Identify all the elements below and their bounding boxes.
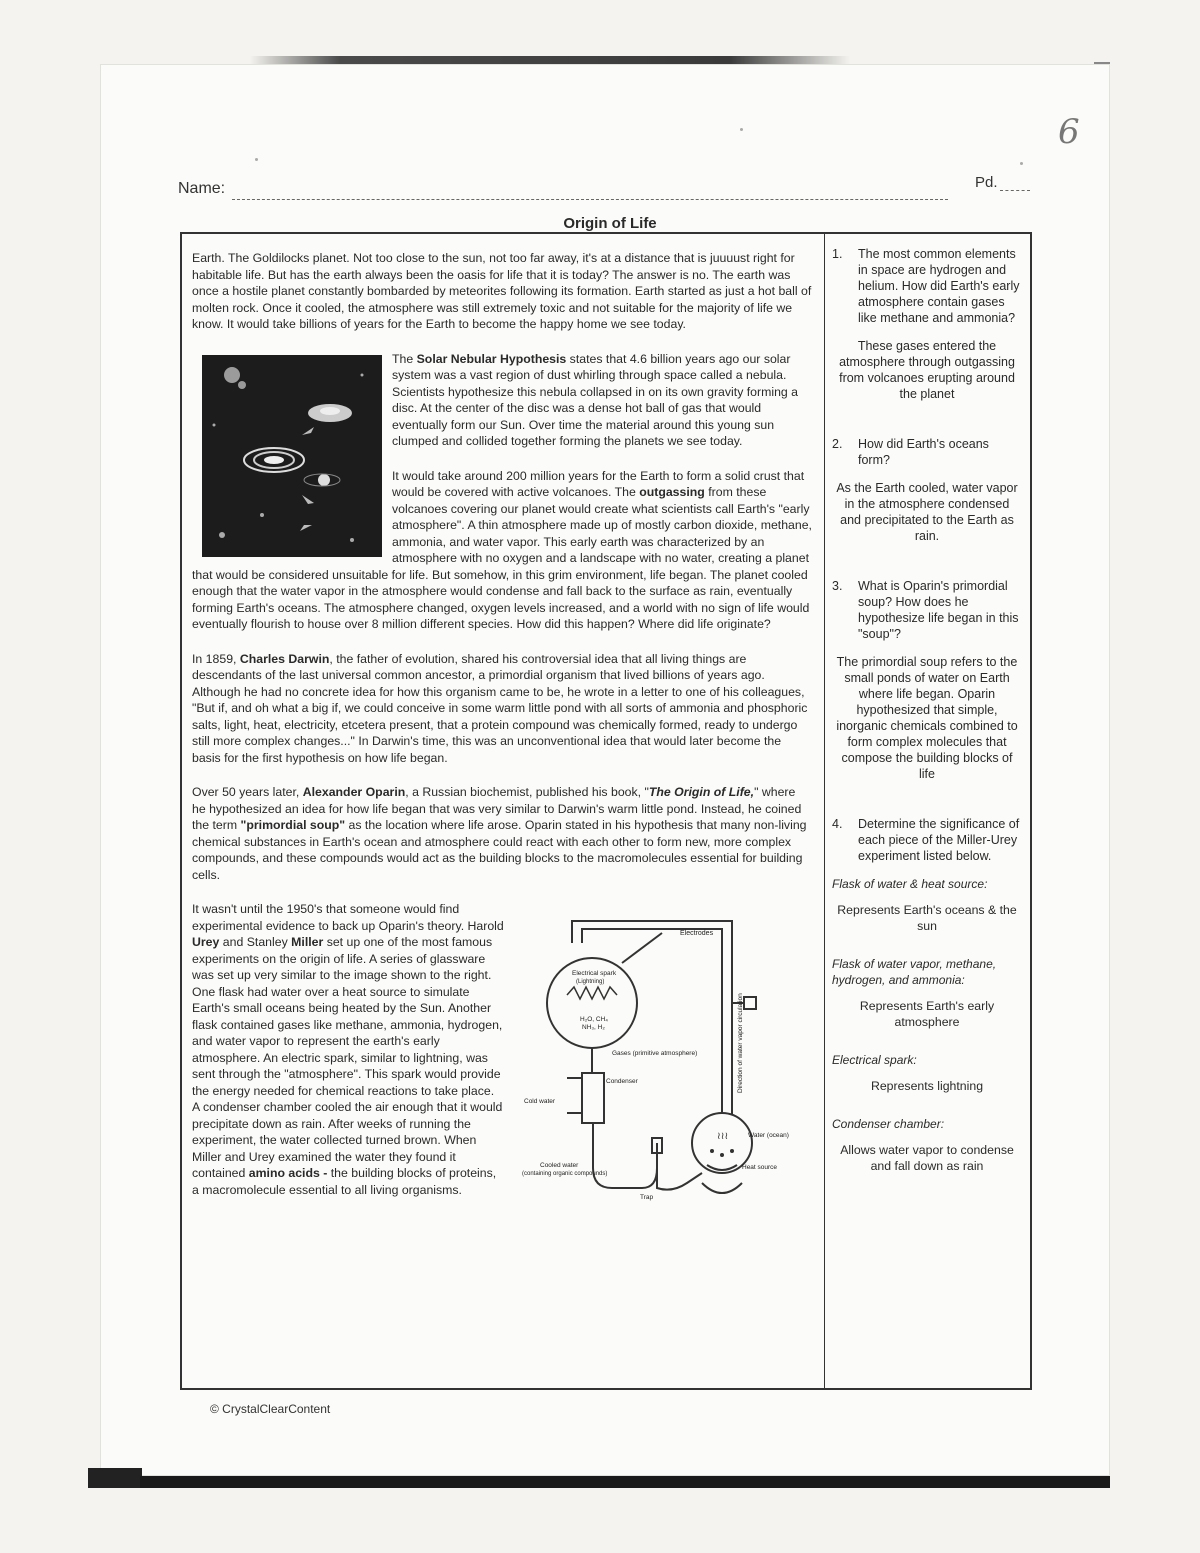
article-column (192, 250, 812, 1216)
name-field[interactable] (232, 199, 948, 200)
nebula-image (202, 355, 382, 557)
answer-1[interactable]: These gases entered the atmosphere through outgassing from volcanoes erupting around the planet (839, 339, 1015, 401)
label-water-ocean: Water (ocean) (748, 1132, 789, 1139)
questions-column (832, 246, 1022, 1196)
label-electrodes: Electrodes (680, 930, 714, 937)
handwritten-mark: 6 (1058, 112, 1080, 152)
question-1 (832, 246, 1022, 326)
nebula-illustration (202, 355, 382, 557)
label-cooled-water: Cooled water (540, 1162, 579, 1169)
term-primordial-soup: "primordial soup" (240, 818, 346, 832)
term-urey: Urey (192, 935, 220, 949)
label-flask-water: Flask of water & heat source: (832, 877, 988, 891)
label-gases: Gases (primitive atmosphere) (612, 1050, 698, 1057)
label-spark: Electrical spark (572, 970, 617, 977)
question-text: What is Oparin's primordial soup? How does he hypothesize life began in this "soup"? (858, 579, 1019, 641)
label-cooled-water-sub: (containing organic compounds) (522, 1171, 608, 1177)
scan-speck (255, 158, 258, 161)
paragraph-outgassing: It would take around 200 million years for the Earth to form a solid crust that would be covered with active volcanoes. The outgassing from these volcanoes covering our planet would create what scientists call Earth's "early atmosphere". A thin atmosphere made up of mostly carbon dioxide, methane, ammonia, and water vapor. This early earth was characterized by an atmosphere with no oxygen and a landscape with no water, creating a planet that would be considered unsuitable for life. But somehow, in this grim environment, life began. The planet cooled enough that the water vapor in the atmosphere would condense and fall back to the surface as rain, eventually forming Earth's oceans. The atmosphere changed, oxygen levels increased, and a world with no sign of life would eventually flourish to house over 8 million different species. How did this happen? Where did life originate? (192, 468, 812, 631)
answer-4-flask-water[interactable]: Represents Earth's oceans & the sun (837, 903, 1017, 933)
name-label: Name: (178, 180, 226, 197)
answer-2[interactable]: As the Earth cooled, water vapor in the atmosphere condensed and precipitated to the Earth as rain. (836, 481, 1018, 543)
question-text: How did Earth's oceans form? (858, 437, 989, 467)
term-solar-nebular-hypothesis: Solar Nebular Hypothesis (416, 351, 567, 366)
paragraph-solar-nebular: The Solar Nebular Hypothesis states that 4.6 billion years ago our solar system was a vast region of dust whirling through space called a nebula. Scientists hypothesize this nebula collapsed in on its own gravity forming a disc. At the center of the disc was a dense hot ball of gas that would eventually form our Sun. Over time the material around this young sun clumped and collided together forming the planets we see today. (392, 351, 799, 448)
term-miller: Miller (291, 935, 324, 949)
question-2 (832, 436, 1022, 468)
question-number: 1. (832, 247, 843, 261)
paragraph-oparin: Over 50 years later, Alexander Oparin, a Russian biochemist, published his book, "The Origin of Life," where he hypothesized an idea for how life began that was very similar to Darwin's warm little pond. Instead, he coined the term "primordial soup" as the location where life arose. Oparin stated in his hypothesis that many non-living chemical substances in Earth's ocean and atmosphere could react with each other to form new, more complex compounds, and these compounds would act as the building blocks to the macromolecules essential for building cells. (192, 785, 807, 882)
label-condenser: Condenser chamber: (832, 1117, 945, 1131)
question-text: The most common elements in space are hydrogen and helium. How did Earth's early atmosphere contain gases like methane and ammonia? (858, 247, 1020, 325)
term-charles-darwin: Charles Darwin (239, 651, 330, 666)
label-heat-source: Heat source (742, 1164, 778, 1171)
book-title: The Origin of Life, (648, 785, 755, 799)
question-3 (832, 578, 1022, 642)
page-title: Origin of Life (563, 215, 657, 232)
term-alexander-oparin: Alexander Oparin (302, 785, 406, 799)
paragraph-darwin: In 1859, Charles Darwin, the father of evolution, shared his controversial idea that all living things are descendants of the last universal common ancestor, a primordial organism that lived billions of years ago. Although he had no concrete idea for how this organism came to be, he wrote in a letter to one of his colleagues, "But if, and oh what a big if, we could conceive in some warm little pond with all sorts of ammonia and phosphoric salts, light, heat, electricity, etcetera present, that a protein compound was chemically formed, ready to undergo still more complex changes..." In Darwin's time, this was an unconventional idea that would later become the basis for the first hypothesis on how life began. (192, 651, 808, 765)
question-number: 3. (832, 579, 843, 593)
answer-4-spark[interactable]: Represents lightning (870, 1079, 984, 1093)
scan-speck (1020, 162, 1023, 165)
label-formula-2: NH₃, H₂ (582, 1024, 605, 1031)
question-4 (832, 816, 1022, 864)
term-amino-acids: amino acids - (248, 1166, 328, 1180)
scan-speck (740, 128, 743, 131)
paragraph-intro: Earth. The Goldilocks planet. Not too close to the sun, not too far away, it's at a distance that is juuuust right for habitable life. But has the earth always been the oasis for life that it is today? The answer is no. The earth was once a hostile planet constantly bombarded by meteorites following its formation. Earth started as just a hot ball of molten rock. Once it cooled, the atmosphere was still extremely toxic and not suitable for the majority of life we know. It would take billions of years for the Earth to become the happy home we see today. (192, 251, 812, 331)
miller-urey-apparatus (512, 903, 812, 1203)
label-formula-1: H₂O, CH₄ (580, 1016, 608, 1023)
question-number: 4. (832, 817, 843, 831)
period-label: Pd. (975, 174, 998, 191)
scan-shadow-top (250, 56, 850, 64)
scan-shadow-bottom (140, 1476, 1110, 1488)
answer-4-flask-gases[interactable]: Represents Earth's early atmosphere (859, 999, 995, 1029)
question-number: 2. (832, 437, 843, 451)
period-field[interactable] (1000, 190, 1030, 191)
question-text: Determine the significance of each piece of the Miller-Urey experiment listed below. (858, 817, 1020, 863)
miller-urey-diagram (512, 903, 812, 1203)
term-outgassing: outgassing (639, 485, 705, 499)
copyright: © CrystalClearContent (210, 1402, 331, 1416)
label-cold-water: Cold water (524, 1098, 556, 1105)
column-divider (824, 234, 825, 1388)
label-electrical-spark: Electrical spark: (832, 1053, 917, 1067)
svg-text:≀≀≀: ≀≀≀ (717, 1131, 729, 1142)
label-trap: Trap (640, 1194, 654, 1201)
answer-4-condenser[interactable]: Allows water vapor to condense and fall down as rain (840, 1143, 1014, 1173)
label-condenser: Condenser (606, 1078, 638, 1085)
label-flask-gases: Flask of water vapor, methane, hydrogen, and ammonia: (832, 957, 997, 987)
answer-3[interactable]: The primordial soup refers to the small ponds of water on Earth where life began. Oparin hypothesized that simple, inorganic chemicals combined to form complex molecules that compose the building blocks of life (836, 655, 1018, 781)
scan-artifact (88, 1468, 142, 1488)
label-direction: Direction of water vapor circulation (737, 993, 744, 1093)
label-spark-sub: (Lightning) (576, 979, 605, 985)
paragraph-miller-urey: It wasn't until the 1950's that someone would find experimental evidence to back up Oparin's theory. Harold Urey and Stanley Miller set up one of the most famous experiments on the origin of life. A series of glassware was set up very similar to the image shown to the right. One flask had water over a heat source to simulate Earth's small oceans being heated by the Sun. Another flask contained gases like methane, ammonia, hydrogen, and water vapor to represent the earth's early atmosphere. An electric spark, similar to lightning, was sent through the "atmosphere". This spark would provide the energy needed for chemical reactions to take place. A condenser chamber cooled the air enough that it would precipitate down as rain. After weeks of running the experiment, the water collected turned brown. When Miller and Urey examined the water they found it contained amino acids - the building blocks of proteins, a macromolecule essential to all living organisms. (192, 902, 504, 1197)
